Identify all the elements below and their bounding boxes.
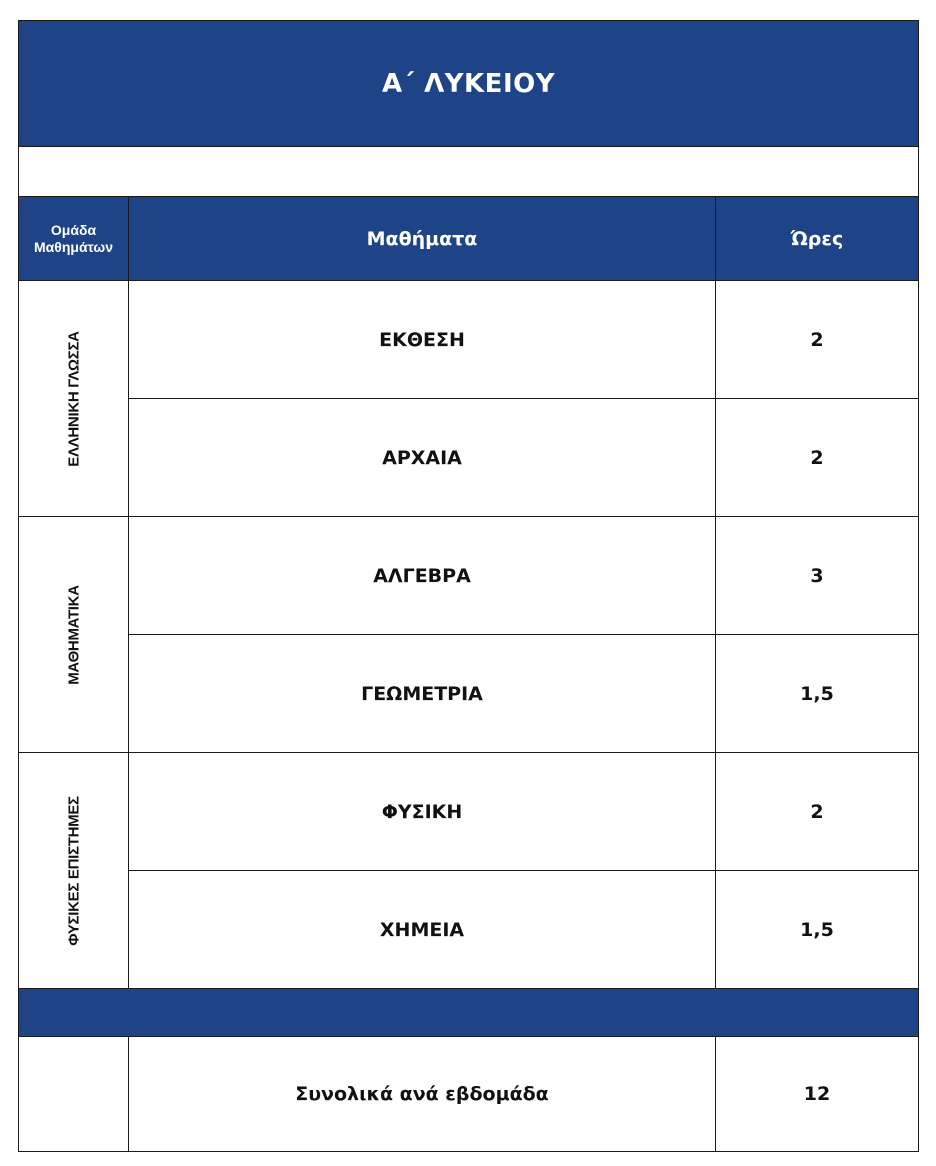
header-subject-column: Μαθήματα: [129, 197, 716, 280]
table-row: [129, 753, 918, 871]
table-row: [129, 635, 918, 753]
spacer-row: [19, 147, 918, 197]
subject-name: ΕΚΘΕΣΗ: [129, 281, 716, 398]
table-row: [129, 281, 918, 399]
schedule-table: [18, 20, 919, 1152]
subject-name: ΓΕΩΜΕΤΡΙΑ: [129, 635, 716, 752]
subject-name: ΑΛΓΕΒΡΑ: [129, 517, 716, 634]
group-cell-greek: [19, 281, 129, 517]
subject-name: ΧΗΜΕΙΑ: [129, 871, 716, 988]
subject-name: ΦΥΣΙΚΗ: [129, 753, 716, 870]
subject-hours: 2: [810, 800, 824, 823]
header-hours-column: Ώρες: [790, 227, 844, 250]
subject-name: ΑΡΧΑΙΑ: [129, 399, 716, 516]
group-label: ΦΥΣΙΚΕΣ ΕΠΙΣΤΗΜΕΣ: [65, 795, 82, 946]
subject-hours: 1,5: [800, 918, 834, 941]
subject-hours: 2: [810, 446, 824, 469]
header-group-column: Ομάδα Μαθημάτων: [19, 197, 129, 280]
subject-rows: [129, 281, 918, 989]
group-label: ΕΛΛΗΝΙΚΗ ΓΛΩΣΣΑ: [65, 330, 82, 467]
subject-hours: 3: [810, 564, 824, 587]
group-column: [19, 281, 129, 989]
group-label: ΜΑΘΗΜΑΤΙΚΑ: [65, 584, 82, 685]
subject-hours: 2: [810, 328, 824, 351]
group-cell-science: [19, 753, 129, 989]
table-row: [129, 871, 918, 989]
total-label: Συνολικά ανά εβδομάδα: [129, 1037, 716, 1151]
total-empty-cell: [19, 1037, 129, 1151]
total-hours: 12: [803, 1083, 831, 1105]
table-header-row: [19, 197, 918, 281]
separator-bar: [19, 989, 918, 1037]
table-row: [129, 517, 918, 635]
table-row: [129, 399, 918, 517]
subject-hours: 1,5: [800, 682, 834, 705]
page-title: Α΄ ΛΥΚΕΙΟΥ: [19, 21, 918, 147]
group-cell-math: [19, 517, 129, 753]
total-row: [19, 1037, 918, 1151]
